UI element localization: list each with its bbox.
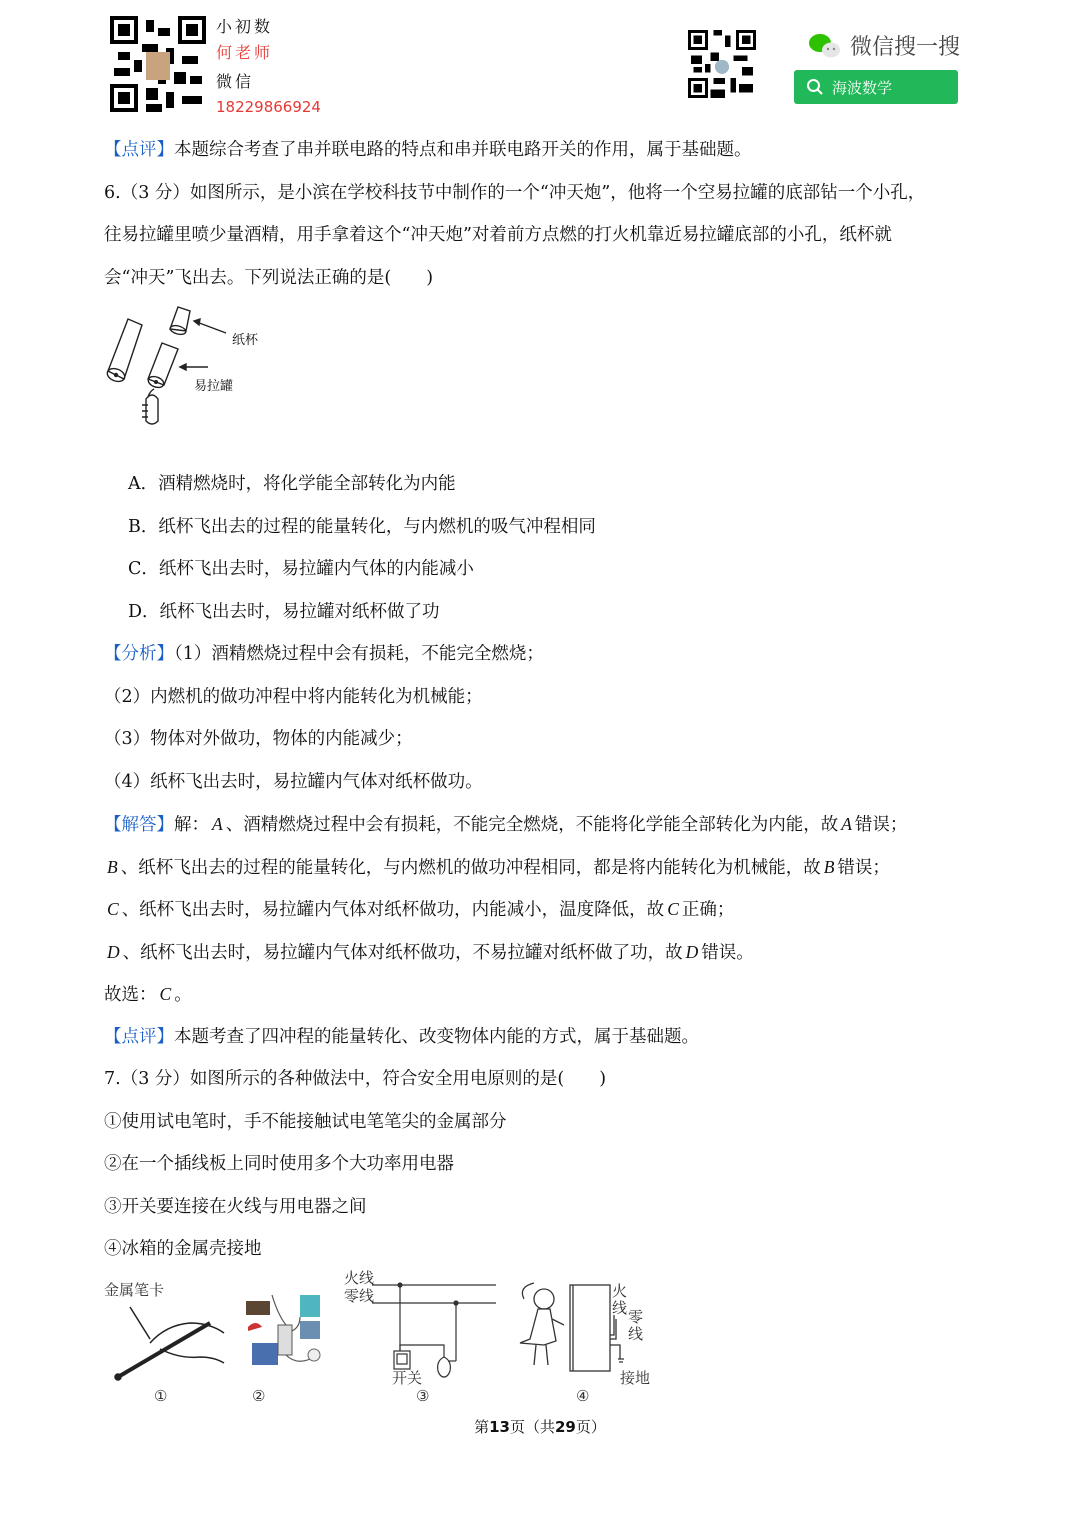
option-letter: A (841, 814, 852, 834)
footer-text: 页） (575, 1418, 606, 1436)
cup-label: 纸杯 (232, 333, 259, 348)
q6-analysis-line (104, 633, 984, 676)
total-pages: 29 (555, 1418, 576, 1436)
test-pen-illustration (110, 1303, 230, 1383)
option-letter: A (212, 814, 223, 834)
handwriting-brand: 小初数 (216, 17, 274, 36)
choice-end: 。 (174, 985, 192, 1005)
option-letter: C (667, 899, 679, 919)
option-letter: C (107, 899, 119, 919)
answer-text: 错误。 (701, 942, 754, 963)
wechat-search-title (808, 30, 960, 61)
ground-label: 接地 (620, 1368, 651, 1387)
q5-review (104, 129, 984, 172)
handwriting-teacher: 何老师 (216, 43, 274, 62)
handwriting-phone: 18229866924 (216, 98, 321, 116)
q6-analysis-line: （2）内燃机的做功冲程中将内能转化为机械能； (104, 686, 483, 707)
q7-item: ③开关要连接在火线与用电器之间 (104, 1196, 367, 1217)
answer-text: 解： (174, 815, 209, 835)
pen-card-label: 金属笔卡 (104, 1280, 165, 1299)
analysis-tag: 【分析】 (104, 644, 174, 664)
q6-stem-line: 6.（3 分）如图所示，是小滨在学校科技节中制作的一个“冲天炮”，他将一个空易拉罐的底部钻一个小孔， (104, 182, 926, 203)
q6-analysis-line: （4）纸杯飞出去时，易拉罐内气体对纸杯做功。 (104, 771, 483, 792)
q6-answer-line (104, 888, 984, 931)
wechat-search-query: 海波数学 (832, 78, 893, 97)
q6-answer-line (104, 931, 984, 974)
q7-item: ④冰箱的金属壳接地 (104, 1239, 262, 1259)
document-body (104, 129, 984, 1431)
answer-text: 、纸杯飞出去的过程的能量转化，与内燃机的做功冲程相同，都是将内能转化为机械能，故 (120, 857, 821, 878)
figure-number-3: ③ (416, 1386, 430, 1405)
q6-option-b: B．纸杯飞出去的过程的能量转化，与内燃机的吸气冲程相同 (128, 516, 596, 537)
review-text: 本题综合考查了串并联电路的特点和串并联电路开关的作用，属于基础题。 (174, 140, 752, 160)
review-tag: 【点评】 (104, 1026, 174, 1047)
choice-label: 故选： (104, 985, 157, 1005)
option-letter: C (159, 984, 172, 1004)
q6-figure (104, 299, 984, 463)
neutral-wire-label: 零线 (344, 1286, 375, 1305)
switch-label: 开关 (392, 1368, 423, 1387)
fridge-live-label: 火线 (612, 1281, 628, 1317)
live-wire-label: 火线 (344, 1268, 375, 1287)
answer-text: 错误； (854, 815, 908, 835)
q7-item: ②在一个插线板上同时使用多个大功率用电器 (104, 1154, 454, 1174)
q6-option-d: D．纸杯飞出去时，易拉罐对纸杯做了功 (128, 601, 440, 622)
handwriting-wechat: 微信 (216, 72, 255, 91)
switch-circuit-diagram (366, 1271, 496, 1381)
qr-code-wechat-account (688, 30, 756, 98)
can-label: 易拉罐 (194, 379, 234, 394)
q7-stem: 7.（3 分）如图所示的各种做法中，符合安全用电原则的是( ) (104, 1069, 607, 1089)
q6-review (104, 1016, 984, 1059)
figure-number-4: ④ (576, 1386, 590, 1405)
wechat-search-button[interactable] (794, 70, 958, 104)
q6-option-c: C．纸杯飞出去时，易拉罐内气体的内能减小 (128, 559, 474, 579)
figure-number-2: ② (252, 1386, 266, 1405)
page-footer (0, 1416, 1080, 1437)
q6-stem-line: 会“冲天”飞出去。下列说法正确的是( ) (104, 267, 434, 288)
q7-item: ①使用试电笔时，手不能接触试电笔笔尖的金属部分 (104, 1111, 507, 1132)
q6-analysis-line: （3）物体对外做功，物体的内能减少； (104, 729, 413, 749)
option-letter: B (823, 856, 835, 877)
option-letter: D (685, 941, 699, 962)
q6-option-a: A．酒精燃烧时，将化学能全部转化为内能 (128, 474, 456, 494)
analysis-text: （1）酒精燃烧过程中会有损耗，不能完全燃烧； (174, 644, 544, 664)
qr-code-teacher (110, 16, 206, 112)
review-tag: 【点评】 (104, 140, 174, 160)
current-page: 13 (489, 1418, 510, 1436)
q6-stem-line: 往易拉罐里喷少量酒精，用手拿着这个“冲天炮”对着前方点燃的打火机靠近易拉罐底部的小孔，纸杯就 (104, 225, 892, 245)
answer-text: 、纸杯飞出去时，易拉罐内气体对纸杯做功，内能减小，温度降低，故 (121, 900, 665, 920)
overloaded-socket-illustration (242, 1285, 332, 1375)
fridge-neutral-label: 零线 (628, 1307, 644, 1343)
q6-answer-line (104, 846, 984, 889)
wechat-search-label: 微信搜一搜 (850, 35, 961, 60)
q6-answer-line (104, 803, 984, 846)
option-letter: B (107, 856, 118, 877)
answer-text: 错误； (837, 857, 890, 878)
answer-tag: 【解答】 (104, 815, 174, 835)
answer-text: 正确； (681, 900, 735, 920)
answer-text: 、纸杯飞出去时，易拉罐内气体对纸杯做功，不易拉罐对纸杯做了功，故 (122, 942, 683, 963)
footer-text: 第 (474, 1418, 490, 1436)
page-header (108, 14, 968, 118)
review-text: 本题考查了四冲程的能量转化、改变物体内能的方式，属于基础题。 (174, 1026, 699, 1047)
option-letter: D (107, 941, 120, 962)
figure-number-1: ① (154, 1386, 168, 1405)
answer-text: 、酒精燃烧过程中会有损耗，不能完全燃烧，不能将化学能全部转化为内能，故 (225, 815, 839, 835)
search-icon (806, 78, 824, 96)
q6-choice-line (104, 973, 984, 1016)
rocket-can-illustration (104, 301, 304, 441)
footer-text: 页（共 (509, 1418, 555, 1436)
q7-figure (104, 1268, 984, 1431)
wechat-logo-icon (808, 32, 842, 60)
